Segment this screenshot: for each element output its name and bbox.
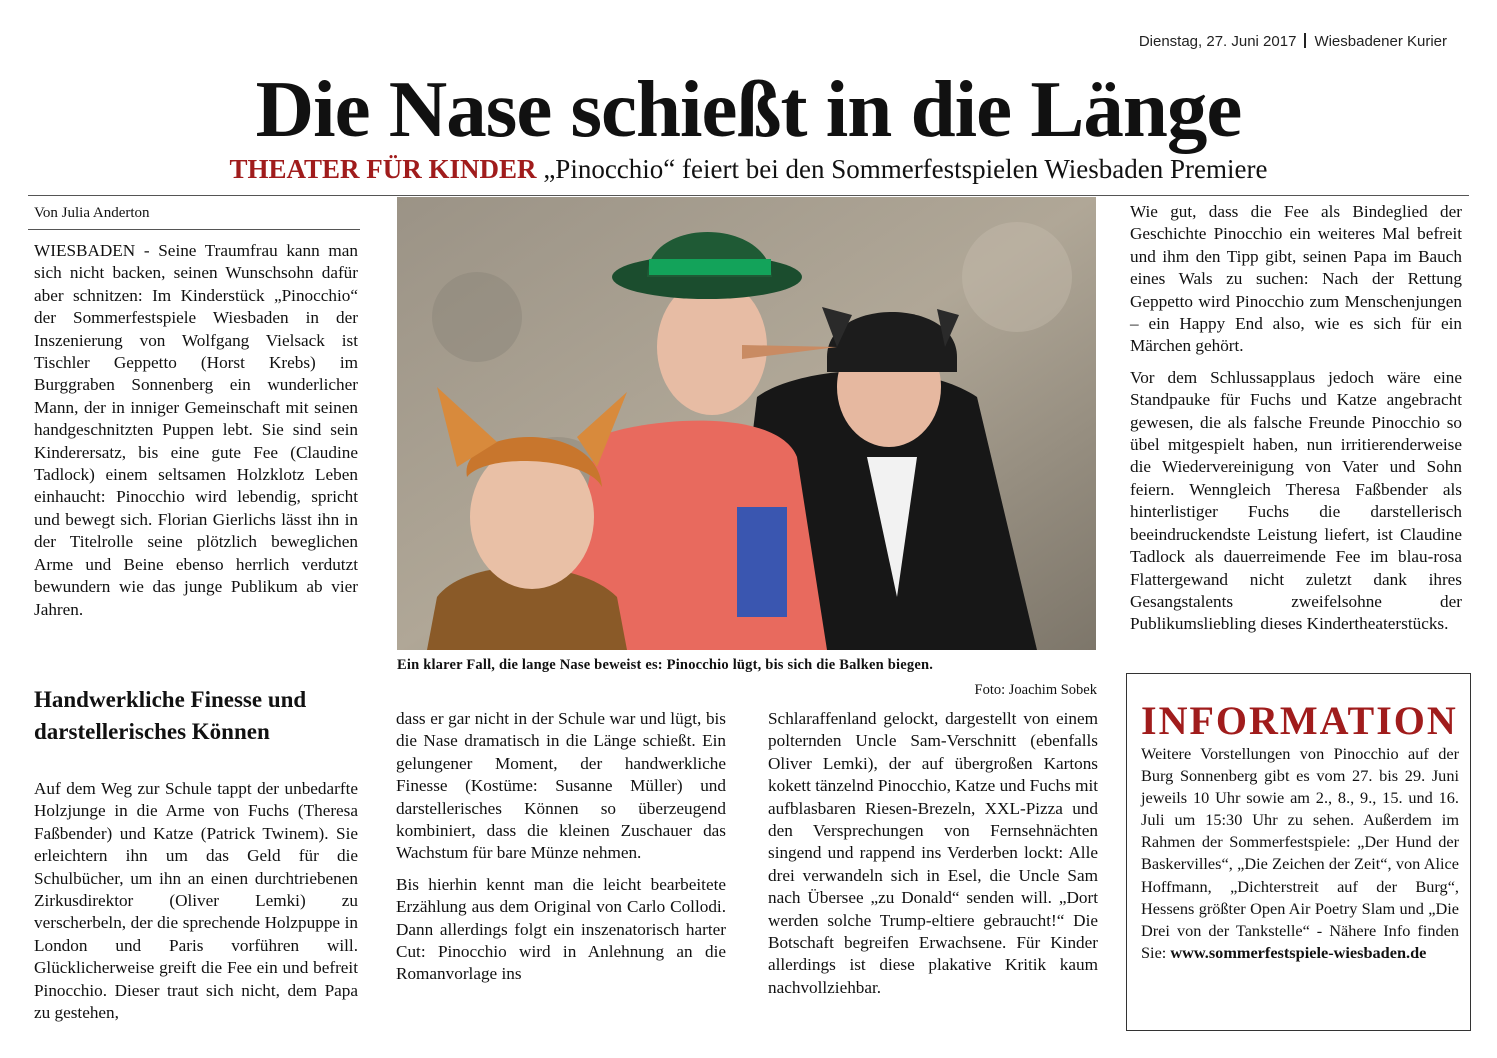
column-2 bbox=[396, 708, 726, 995]
column-3 bbox=[768, 708, 1098, 1008]
column-2-paragraph-1: dass er gar nicht in der Schule war und lügt, bis die Nase dramatisch in die Länge schießt. Ein gelungener Moment, der handwerkliche Finesse (Kostüme: Susanne Müller) und darstellerisches Können so überzeugend kombiniert, dass die kleinen Zuschauer das Wachstum für bare Münze nehmen. bbox=[396, 709, 726, 863]
intro-paragraph: WIESBADEN - Seine Traumfrau kann man sich nicht backen, seinen Wunschsohn dafür aber schnitzen: Im Kinderstück „Pinocchio“ der Sommerfestspiele Wiesbaden in der Inszenierung von Wolfgang Vielsack ist Tischler Geppetto (Horst Krebs) im Burggraben Sonnenberg ein wunderlicher Mann, der in inniger Gemeinschaft mit seinen handgeschnitzten Puppen lebt. Sie sind sein Kinderersatz, bis eine gute Fee (Claudine Tadlock) einem seltsamen Holzklotz Leben einhaucht: Pinocchio wird lebendig, spricht und bewegt sich. Florian Gierlichs lässt ihn in der Titelrolle seine plötzlich beweglichen Arme und Beine ebenso herrlich verdutzt bewundern wie das junge Publikum ab vier Jahren. bbox=[34, 241, 358, 619]
column-2-paragraph-2: Bis hierhin kennt man die leicht bearbeitete Erzählung aus dem Original von Carlo Collodi. Dann allerdings folgt ein inszenatorisch harter Cut: Pinocchio wird in Anlehnung an die Romanvorlage ins bbox=[396, 874, 726, 984]
newspaper-name: Wiesbadener Kurier bbox=[1314, 33, 1447, 50]
info-text bbox=[1141, 743, 1459, 964]
subheadline-text: „Pinocchio“ feiert bei den Sommerfestspielen Wiesbaden Premiere bbox=[543, 154, 1268, 184]
article-photo bbox=[397, 197, 1096, 650]
info-website: www.sommerfestspiele-wiesbaden.de bbox=[1170, 942, 1427, 962]
byline-rule bbox=[28, 229, 360, 230]
photo-caption: Ein klarer Fall, die lange Nase beweist es: Pinocchio lügt, bis sich die Balken biegen. bbox=[397, 657, 934, 673]
info-title: INFORMATION bbox=[1141, 698, 1458, 743]
photo-credit: Foto: Joachim Sobek bbox=[974, 682, 1097, 698]
column-4-paragraph-1: Wie gut, dass die Fee als Bindeglied der Geschichte Pinocchio ein weiteres Mal befreit und ihm den Tipp gibt, seinen Papa im Bauch eines Wals zu suchen: Nach der Rettung Geppetto wird Pinocchio zum Menschenjungen – ein Happy End also, wie es sich für ein Märchen gehört. bbox=[1130, 202, 1462, 356]
column-4-paragraph-2: Vor dem Schlussapplaus jedoch wäre eine Standpauke für Fuchs und Katze angebracht gewesen, die als falsche Freunde Pinocchio so übel mitgespielt haben, nun irritierenderweise die Wiedervereinigung von Vater und Sohn feiern. Wenngleich Theresa Faßbender als hinterlistiger Fuchs die darstellerisch beeindruckendste Leistung liefert, ist Claudine Tadlock als dauerreimende Fee im blau-rosa Flattergewand nicht zuletzt dank ihres Gesangstalents zweifelsohne der Publikumsliebling dieses Kindertheaterstücks. bbox=[1130, 367, 1462, 634]
intro-column bbox=[34, 240, 358, 630]
top-rule bbox=[28, 195, 1469, 196]
section-heading: Handwerkliche Finesse und darstellerisches Können bbox=[34, 687, 307, 744]
column-1 bbox=[34, 778, 358, 1033]
dateline-separator bbox=[1304, 33, 1306, 48]
issue-date: Dienstag, 27. Juni 2017 bbox=[1138, 33, 1297, 50]
subheadline bbox=[0, 154, 1497, 184]
column-4 bbox=[1130, 201, 1462, 645]
kicker: THEATER FÜR KINDER bbox=[229, 154, 537, 184]
stage-photo-illustration bbox=[397, 197, 1096, 650]
column-1-paragraph: Auf dem Weg zur Schule tappt der unbedarfte Holzjunge in die Arme von Fuchs (Theresa Faßbender) und Katze (Patrick Twinem). Sie erleichtern ihn um das Geld für die Schulbücher, um ihn an einen durchtriebenen Zirkusdirektor (Oliver Lemki) zu verscherbeln, der die sprechende Holzpuppe in London und Paris vorführen will. Glücklicherweise greift die Fee ein und befreit Pinocchio. Dieser traut sich nicht, dem Papa zu gestehen, bbox=[34, 779, 358, 1023]
info-body: Weitere Vorstellungen von Pinocchio auf der Burg Sonnenberg gibt es vom 27. bis 29. Juni jeweils 10 Uhr sowie am 2., 8., 9., 15. und 16. Juli um 15:30 Uhr zu sehen. Außerdem im Rahmen der Sommerfestspiele: „Der Hund der Baskervilles“, „Die Zeichen der Zeit“, von Alice Hoffmann, „Dichterstreit auf der Burg“, Hessens größter Open Air Poetry Slam und „Die Drei von der Tankstelle“ - Nähere Info finden Sie: bbox=[1141, 744, 1459, 962]
dateline bbox=[1139, 33, 1447, 50]
byline: Von Julia Anderton bbox=[34, 205, 150, 221]
headline: Die Nase schießt in die Länge bbox=[255, 64, 1242, 154]
column-3-paragraph: Schlaraffenland gelockt, dargestellt von einem polternden Uncle Sam-Verschnitt (ebenfalls Oliver Lemki), der auf übergroßen Kartons kokett tänzelnd Pinocchio, Katze und Fuchs mit aufblasbaren Riesen-Brezeln, XXL-Pizza und den Versprechungen von Fernsehnächten singend und rappend ins Verderben lockt: Alle drei verwandeln sich in Esel, die Uncle Sam nach Übersee „zu Donald“ senden will. „Dort werden solche Trump-eltiere gebraucht!“ Die Botschaft begreifen Erwachsene. Für Kinder allerdings ist diese plakative Kritik kaum nachvollziehbar. bbox=[768, 709, 1098, 997]
